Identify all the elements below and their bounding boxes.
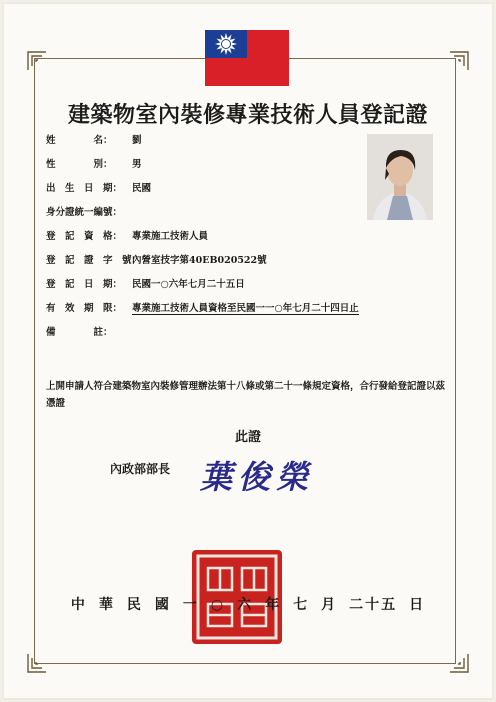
corner-ornament-bottom-left-icon [26,652,48,674]
field-gender [46,156,142,170]
field-id-number [46,204,132,218]
field-label: 身分證統一編號： [46,207,123,218]
certification-text: 此證 [234,430,261,445]
field-remarks [46,324,132,338]
date-char: 二十五 [349,597,398,613]
certificate-title: 建築物室內裝修專業技術人員登記證 [67,102,428,128]
portrait-photo [367,134,433,220]
field-label: 性 別： [46,159,113,170]
field-registration-date [46,276,245,290]
date-char: 國 [154,597,171,613]
field-value: 劉 [132,135,142,146]
date-char: 六 [237,597,254,613]
field-label: 登 記 證 字 號： [46,255,142,266]
field-value: 專業施工技術人員 [132,231,209,242]
field-registration-number [46,252,267,266]
field-value: 民國一○六年七月二十五日 [132,279,245,290]
date-char: 華 [98,597,115,613]
date-char: ○ [210,597,226,613]
field-label: 姓 名： [46,135,113,146]
date-char: 日 [409,597,426,613]
date-char: 民 [126,597,143,613]
field-label: 登 記 日 期： [46,279,123,290]
field-label: 備 註： [46,327,113,338]
corner-ornament-bottom-right-icon [448,652,470,674]
date-char: 一 [182,597,199,613]
date-char: 年 [265,597,282,613]
date-char: 月 [321,597,338,613]
date-char: 七 [293,597,310,613]
field-label: 出 生 日 期： [46,183,123,194]
field-value: 內營室技字第40EB020522號 [132,255,267,266]
roc-flag-icon [205,30,289,86]
field-qualification [46,228,208,242]
corner-ornament-top-left-icon [26,50,48,72]
minister-signature: 葉俊榮 [200,458,315,496]
field-label: 登 記 資 格： [46,231,123,242]
field-value: 專業施工技術人員資格至民國一一○年七月二十四日止 [132,300,359,315]
field-validity [46,300,359,315]
field-value: 男 [132,159,142,170]
corner-ornament-top-right-icon [448,50,470,72]
field-label: 有 效 期 限： [46,303,123,314]
issue-date [0,594,496,614]
field-value: 民國 [132,183,152,194]
field-name [46,132,142,146]
minister-label: 內政部部長 [110,462,171,476]
certificate-statement: 上開申請人符合建築物室內裝修管理辦法第十八條或第二十一條規定資格，合行發給登記證以茲憑證 [46,381,446,409]
date-char: 中 [70,597,87,613]
field-birthdate [46,180,151,194]
